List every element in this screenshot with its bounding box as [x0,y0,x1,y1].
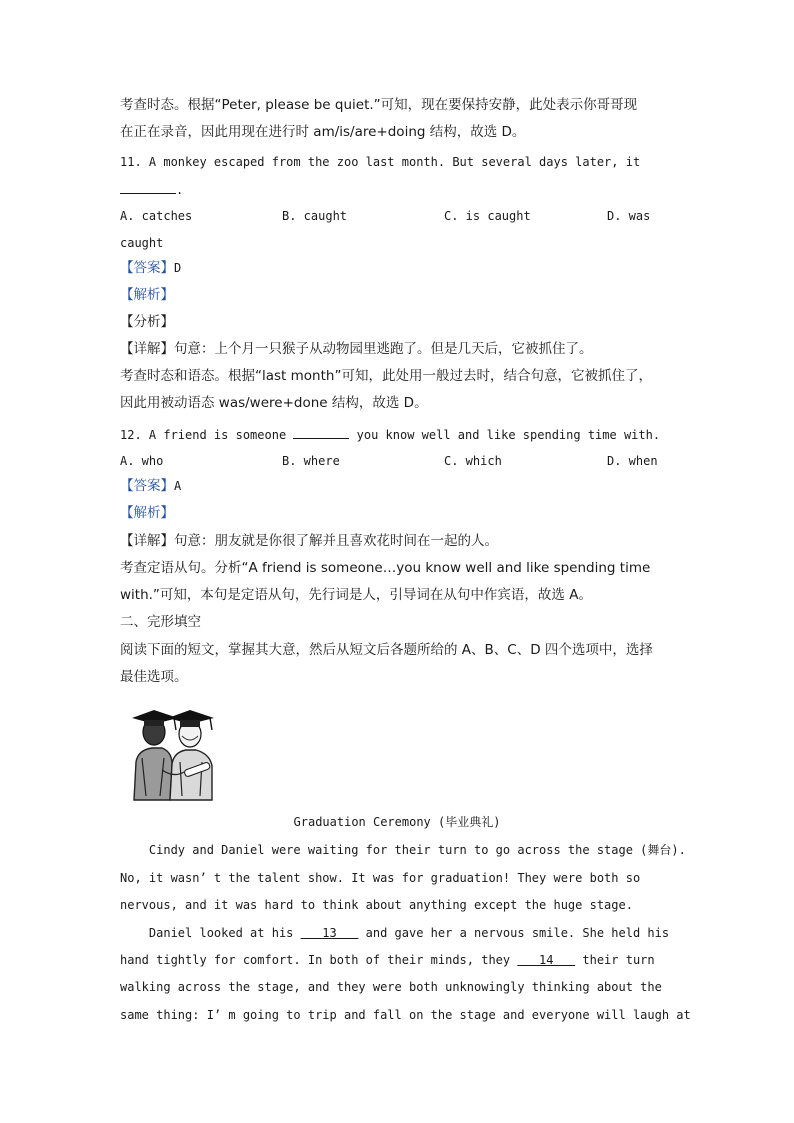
q12-answer-blank [293,425,349,439]
q11-option-b: B. caught [282,209,348,223]
q11-stem: 11. A monkey escaped from the zoo last month. But several days later, it [120,155,641,169]
blank-14: 14 [517,953,576,967]
q11-fenxi-tag: 【分析】 [120,314,174,330]
q11-explanation-1: 考查时态和语态。根据“last month”可知，此处用一般过去时，结合句意，它被抓住了， [120,368,652,384]
q12-analysis-tag: 【解析】 [120,505,174,521]
passage-title: Graduation Ceremony (毕业典礼) [293,815,501,829]
q11-option-c: C. is caught [444,209,531,223]
passage-p1-line-3: nervous, and it was hard to think about anything except the huge stage. [120,898,633,912]
q12-detail: 【详解】句意：朋友就是你很了解并且喜欢花时间在一起的人。 [120,533,498,549]
passage-p1-line-2: No, it wasn’ t the talent show. It was for graduation! They were both so [120,871,641,885]
passage-p2-line-3: walking across the stage, and they were both unknowingly thinking about the [120,980,662,994]
passage-p1-line-1: Cindy and Daniel were waiting for their turn to go across the stage (舞台). [120,843,686,857]
q12-explanation-1: 考查定语从句。分析“A friend is someone…you know well and like spending time [120,560,651,576]
q11-explanation-2: 因此用被动语态 was/were+done 结构，故选 D。 [120,395,428,411]
section-instruction-2: 最佳选项。 [120,669,188,685]
q12-option-b: B. where [282,454,340,468]
q11-detail: 【详解】句意：上个月一只猴子从动物园里逃跑了。但是几天后，它被抓住了。 [120,341,593,357]
q12-option-c: C. which [444,454,502,468]
q11-option-d: D. was [607,209,651,223]
q11-option-a: A. catches [120,209,193,223]
q11-answer: 【答案】D [120,260,182,276]
graduates-illustration [124,700,220,804]
section-heading: 二、完形填空 [120,614,201,630]
intro-line-2: 在正在录音，因此用现在进行时 am/is/are+doing 结构，故选 D。 [120,124,526,140]
q12-option-d: D. when [607,454,658,468]
passage-p2-line-1: Daniel looked at his 13 and gave her a nervous smile. She held his [120,926,670,940]
passage-p2-line-4: same thing: I’ m going to trip and fall on the stage and everyone will laugh at [120,1008,691,1022]
q12-explanation-2: with.”可知，本句是定语从句，先行词是人，引导词在从句中作宾语，故选 A。 [120,587,592,603]
q11-stem-line-2: . [120,180,183,199]
q11-answer-blank [120,180,176,194]
blank-13: 13 [300,926,359,940]
q12-answer: 【答案】A [120,478,182,494]
q11-option-d-wrap: caught [120,236,164,250]
q12-option-a: A. who [120,454,164,468]
passage-p2-line-2: hand tightly for comfort. In both of their minds, they 14 their turn [120,953,655,967]
section-instruction-1: 阅读下面的短文，掌握其大意，然后从短文后各题所给的 A、B、C、D 四个选项中，选择 [120,642,653,658]
intro-line-1: 考查时态。根据“Peter, please be quiet.”可知，现在要保持安静，此处表示你哥哥现 [120,97,638,113]
q11-analysis-tag: 【解析】 [120,287,174,303]
q12-stem: 12. A friend is someone you know well and like spending time with. [120,425,660,444]
